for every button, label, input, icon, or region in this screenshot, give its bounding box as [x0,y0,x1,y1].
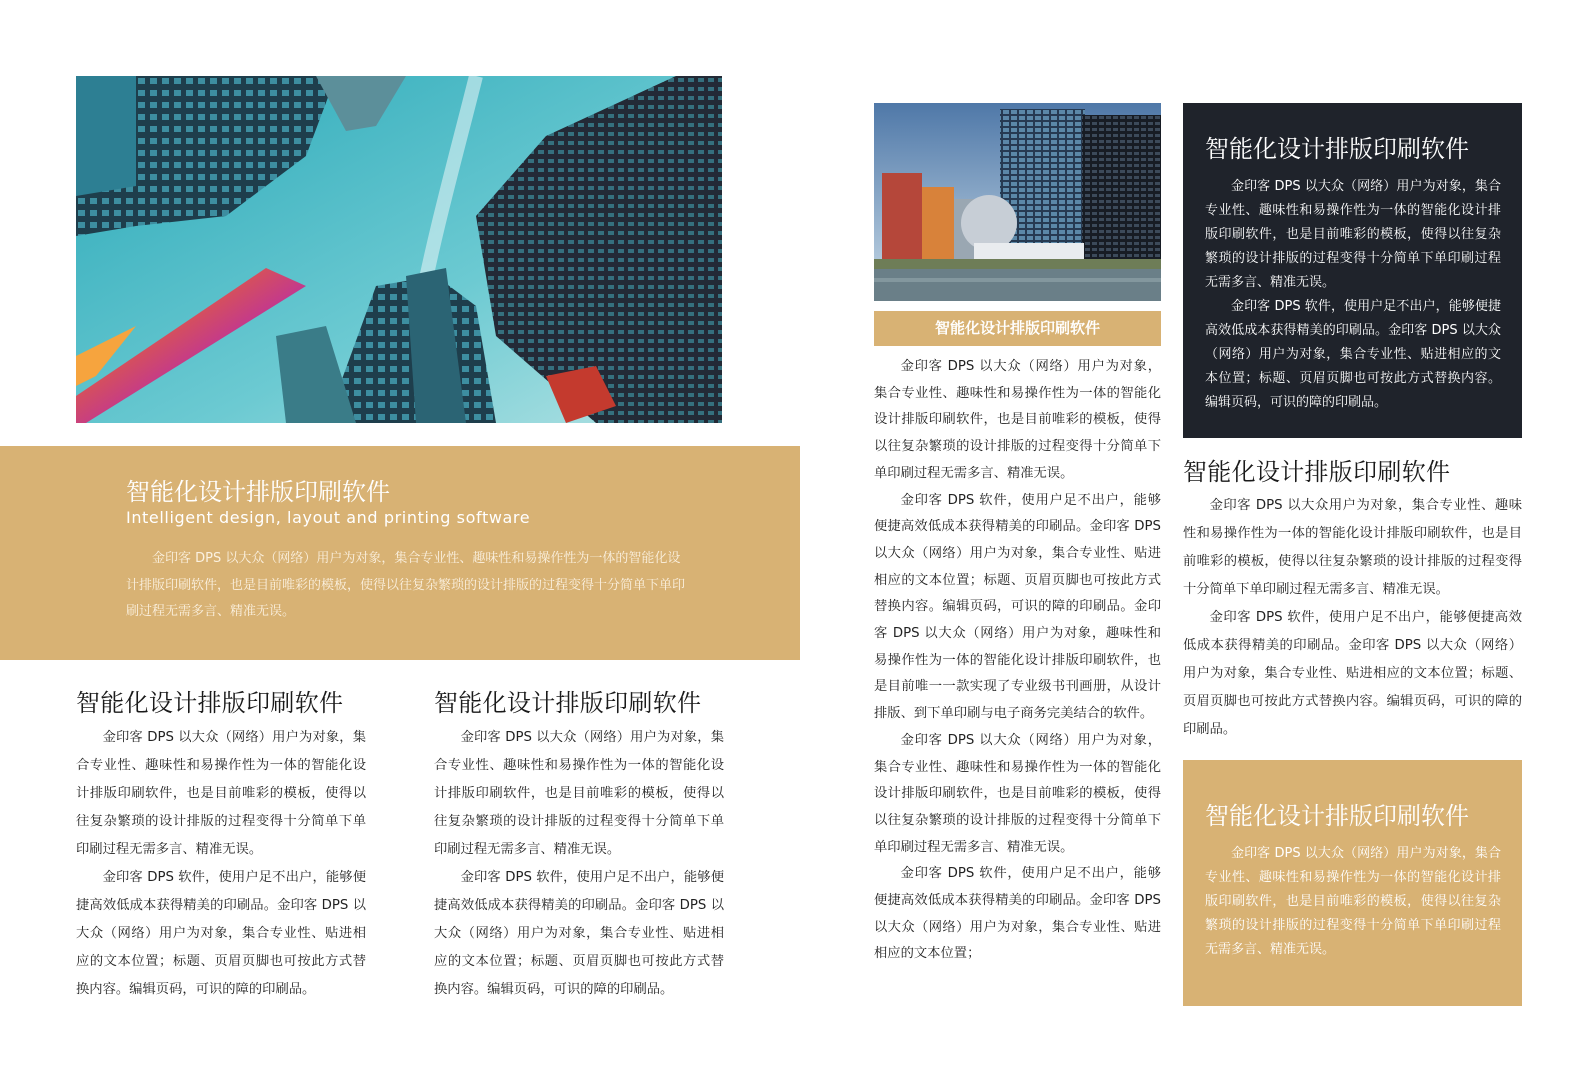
intro-banner [0,446,800,660]
dark-box-paragraph-1: 金印客 DPS 以大众（网络）用户为对象，集合专业性、趣味性和易操作性为一体的智能化设计排版印刷软件，也是目前唯彩的模板，使得以往复杂繁琐的设计排版的过程变得十分简单下单印刷过程无需多言、精准无误。 [1205,179,1501,290]
gold-box-paragraph: 金印客 DPS 以大众（网络）用户为对象，集合专业性、趣味性和易操作性为一体的智能化设计排版印刷软件，也是目前唯彩的模板，使得以往复杂繁琐的设计排版的过程变得十分简单下单印刷过程无需多言、精准无误。 [1205,846,1501,957]
dark-box-paragraph-2: 金印客 DPS 软件，使用户足不出户，能够便捷高效低成本获得精美的印刷品。金印客 DPS 以大众（网络）用户为对象，集合专业性、贴进相应的文本位置；标题、页眉页脚也可按此方式替换内容。编辑页码，可识的障的印刷品。 [1205,299,1501,410]
column-a-paragraph-2: 金印客 DPS 软件，使用户足不出户，能够便捷高效低成本获得精美的印刷品。金印客 DPS 以大众（网络）用户为对象，集合专业性、贴进相应的文本位置；标题、页眉页脚也可按此方式替换内容。编辑页码，可识的障的印刷品。 [76,870,366,997]
column-a-title: 智能化设计排版印刷软件 [76,689,344,717]
column-b-paragraph-2: 金印客 DPS 软件，使用户足不出户，能够便捷高效低成本获得精美的印刷品。金印客 DPS 以大众（网络）用户为对象，集合专业性、贴进相应的文本位置；标题、页眉页脚也可按此方式替换内容。编辑页码，可识的障的印刷品。 [434,870,724,997]
middle-title-bar [874,311,1161,346]
right-section-title: 智能化设计排版印刷软件 [1183,458,1451,486]
middle-body [874,354,1161,968]
dark-box-body [1205,175,1501,415]
middle-paragraph-3: 金印客 DPS 以大众（网络）用户为对象，集合专业性、趣味性和易操作性为一体的智能化设计排版印刷软件，也是目前唯彩的模板，使得以往复杂繁琐的设计排版的过程变得十分简单下单印刷过程无需多言、精准无误。 [874,732,1161,855]
column-b-body [434,724,724,1004]
banner-paragraph: 金印客 DPS 以大众（网络）用户为对象，集合专业性、趣味性和易操作性为一体的智能化设计排版印刷软件，也是目前唯彩的模板，使得以往复杂繁琐的设计排版的过程变得十分简单下单印刷过程无需多言、精准无误。 [126,551,686,619]
waterfront-illustration [874,103,1161,301]
right-paragraph-2: 金印客 DPS 软件，使用户足不出户，能够便捷高效低成本获得精美的印刷品。金印客 DPS 以大众（网络）用户为对象，集合专业性、贴进相应的文本位置；标题、页眉页脚也可按此方式替换内容。编辑页码，可识的障的印刷品。 [1183,610,1522,737]
gold-info-box [1183,760,1522,1006]
skyscraper-illustration [76,76,722,423]
column-a-paragraph-1: 金印客 DPS 以大众（网络）用户为对象，集合专业性、趣味性和易操作性为一体的智能化设计排版印刷软件，也是目前唯彩的模板，使得以往复杂繁琐的设计排版的过程变得十分简单下单印刷过程无需多言、精准无误。 [76,730,366,857]
waterfront-photo [874,103,1161,301]
banner-subtitle: Intelligent design, layout and printing software [126,508,531,527]
column-b-paragraph-1: 金印客 DPS 以大众（网络）用户为对象，集合专业性、趣味性和易操作性为一体的智能化设计排版印刷软件，也是目前唯彩的模板，使得以往复杂繁琐的设计排版的过程变得十分简单下单印刷过程无需多言、精准无误。 [434,730,724,857]
dark-box-title: 智能化设计排版印刷软件 [1205,135,1469,163]
middle-bar-title: 智能化设计排版印刷软件 [934,319,1100,337]
right-paragraph-1: 金印客 DPS 以大众用户为对象，集合专业性、趣味性和易操作性为一体的智能化设计排版印刷软件，也是目前唯彩的模板，使得以往复杂繁琐的设计排版的过程变得十分简单下单印刷过程无需多言、精准无误。 [1183,498,1522,597]
gold-box-title: 智能化设计排版印刷软件 [1205,802,1469,830]
middle-paragraph-1: 金印客 DPS 以大众（网络）用户为对象，集合专业性、趣味性和易操作性为一体的智能化设计排版印刷软件，也是目前唯彩的模板，使得以往复杂繁琐的设计排版的过程变得十分简单下单印刷过程无需多言、精准无误。 [874,359,1161,481]
skyscraper-photo [76,76,722,423]
column-a-body [76,724,366,1004]
middle-paragraph-2: 金印客 DPS 软件，使用户足不出户，能够便捷高效低成本获得精美的印刷品。金印客 DPS 以大众（网络）用户为对象，集合专业性、贴进相应的文本位置；标题、页眉页脚也可按此方式替换内容。编辑页码，可识的障的印刷品。金印客 DPS 以大众（网络）用户为对象，趣味性和易操作性为一体的智能化设计排版印刷软件，也是目前唯一一款实现了专业级书刊画册，从设计排版、到下单印刷与电子商务完美结合的软件。 [874,492,1161,722]
column-b-title: 智能化设计排版印刷软件 [434,689,702,717]
right-section-body [1183,492,1522,744]
dark-info-box [1183,103,1522,438]
banner-title: 智能化设计排版印刷软件 [126,478,390,506]
middle-paragraph-4: 金印客 DPS 软件，使用户足不出户，能够便捷高效低成本获得精美的印刷品。金印客 DPS 以大众（网络）用户为对象，集合专业性、贴进相应的文本位置； [874,866,1161,962]
